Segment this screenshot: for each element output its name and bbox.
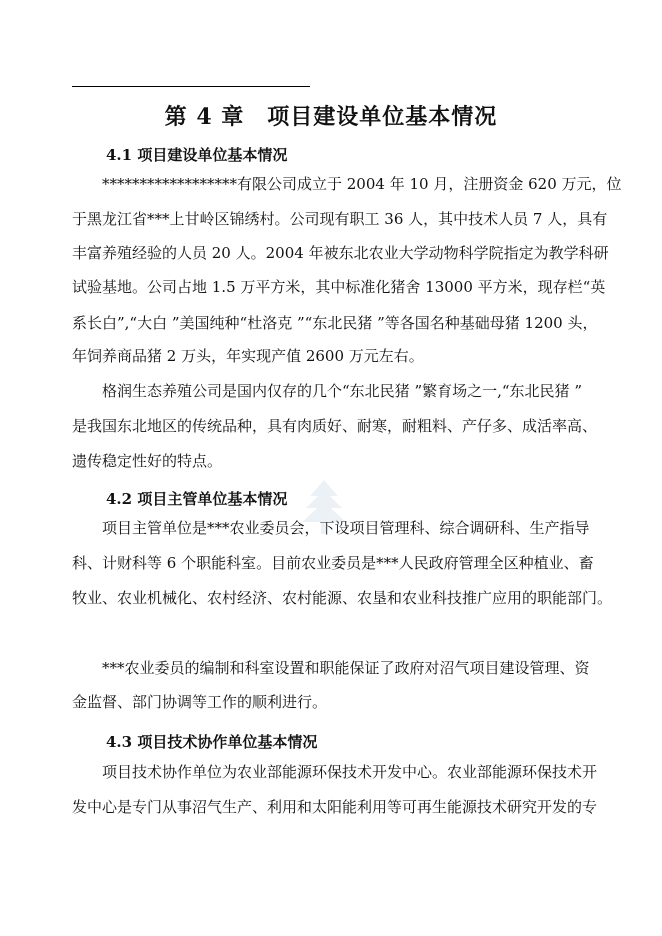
- paragraph-line: 发中心是专门从事沼气生产、利用和太阳能利用等可再生能源技术研究开发的专: [72, 798, 598, 816]
- paragraph-line: 格润生态养殖公司是国内仅存的几个“东北民猪 ”繁育场之一,“东北民猪 ”: [102, 382, 582, 400]
- paragraph-line: ******************有限公司成立于 2004 年 10 月，注册资金 620 万元，位: [102, 175, 622, 193]
- header-rule: [72, 86, 310, 87]
- paragraph-line: 项目技术协作单位为农业部能源环保技术开发中心。农业部能源环保技术开: [102, 763, 598, 781]
- paragraph-line: 牧业、农业机械化、农村经济、农村能源、农垦和农业科技推广应用的职能部门。: [72, 589, 613, 607]
- paragraph-line: 试验基地。公司占地 1.5 万平方米，其中标准化猪舍 13000 平方米，现存栏“英: [72, 278, 606, 296]
- paragraph-line: 项目主管单位是***农业委员会，下设项目管理科、综合调研科、生产指导: [102, 519, 590, 537]
- paragraph-line: 丰富养殖经验的人员 20 人。2004 年被东北农业大学动物科学院指定为教学科研: [72, 244, 609, 262]
- section-heading-4-2: 4.2 项目主管单位基本情况: [106, 490, 288, 508]
- section-heading-4-1: 4.1 项目建设单位基本情况: [106, 146, 288, 164]
- paragraph-line: 年饲养商品猪 2 万头，年实现产值 2600 万元左右。: [72, 347, 424, 365]
- chapter-title: 第 4 章 项目建设单位基本情况: [164, 104, 498, 130]
- paragraph-line: 系长白”,“大白 ”美国纯种“杜洛克 ”“东北民猪 ”等各国名种基础母猪 1200 头，: [72, 314, 598, 332]
- paragraph-line: 科、计财科等 6 个职能科室。目前农业委员是***人民政府管理全区种植业、畜: [72, 554, 594, 572]
- section-heading-4-3: 4.3 项目技术协作单位基本情况: [106, 733, 318, 751]
- paragraph-line: 于黑龙江省***上甘岭区锦绣村。公司现有职工 36 人，其中技术人员 7 人，具有: [72, 210, 608, 228]
- tree-watermark-icon: [300, 478, 348, 538]
- paragraph-line: 金监督、部门协调等工作的顺利进行。: [72, 693, 328, 711]
- paragraph-line: ***农业委员的编制和科室设置和职能保证了政府对沼气项目建设管理、资: [102, 659, 590, 677]
- paragraph-line: 是我国东北地区的传统品种，具有肉质好、耐寒，耐粗料、产仔多、成活率高、: [72, 417, 598, 435]
- paragraph-line: 遗传稳定性好的特点。: [72, 452, 223, 470]
